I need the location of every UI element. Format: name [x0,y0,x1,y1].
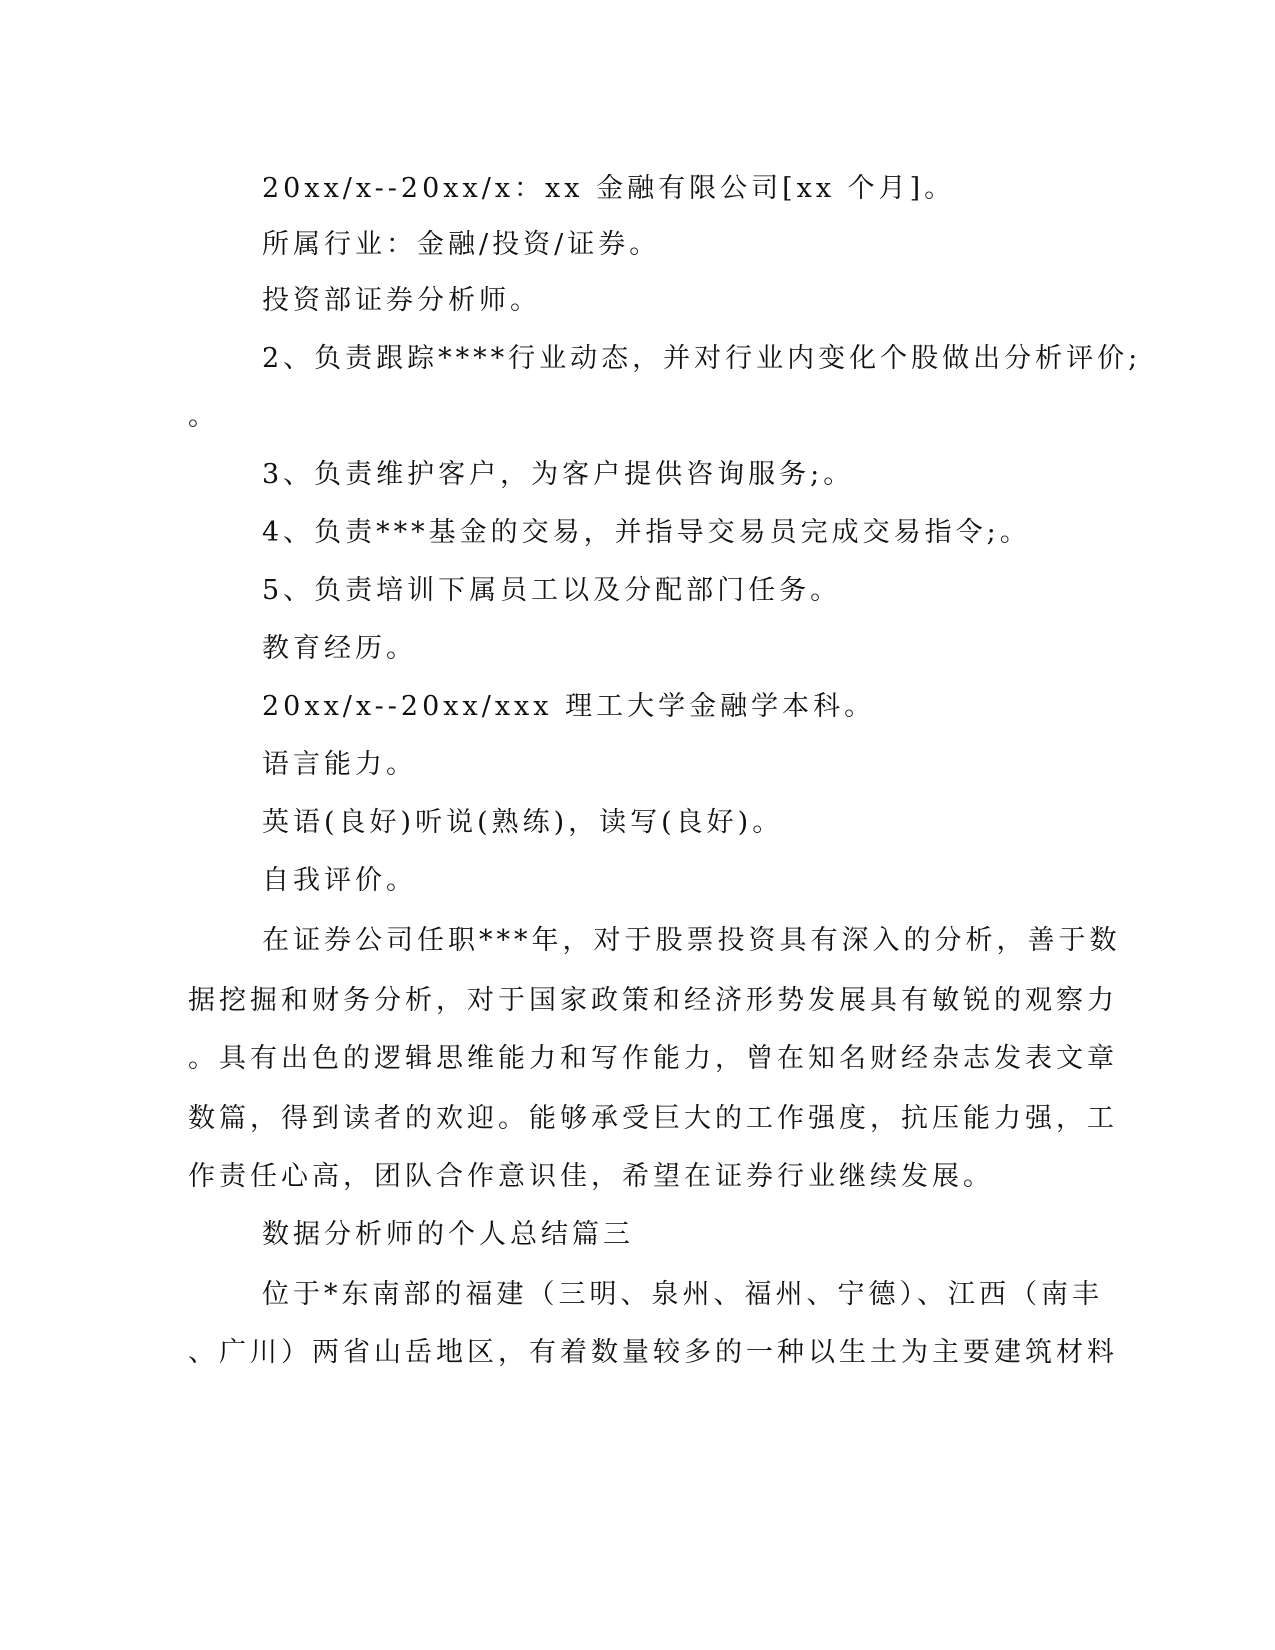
self-evaluation-line-5: 作责任心高，团队合作意识佳，希望在证券行业继续发展。 [188,1161,994,1192]
self-evaluation-line-3: 。具有出色的逻辑思维能力和写作能力，曾在知名财经杂志发表文章 [188,1043,1118,1074]
duty-item-4: 4、负责***基金的交易，并指导交易员完成交易指令;。 [262,517,1031,548]
position-line: 投资部证券分析师。 [262,285,541,316]
self-evaluation-heading: 自我评价。 [262,865,417,896]
work-period-line: 20xx/x--20xx/x：xx 金融有限公司[xx 个月]。 [262,173,956,204]
duty-item-2: 2、负责跟踪****行业动态，并对行业内变化个股做出分析评价; [262,343,1142,374]
duty-item-3: 3、负责维护客户，为客户提供咨询服务;。 [262,459,855,490]
duty-item-5: 5、负责培训下属员工以及分配部门任务。 [262,575,842,606]
self-evaluation-line-4: 数篇，得到读者的欢迎。能够承受巨大的工作强度，抗压能力强，工 [188,1103,1118,1134]
self-evaluation-line-1: 在证券公司任职***年，对于股票投资具有深入的分析，善于数 [262,925,1121,956]
education-heading: 教育经历。 [262,633,417,664]
self-evaluation-line-2: 据挖掘和财务分析，对于国家政策和经济形势发展具有敏锐的观察力 [188,985,1118,1016]
industry-line: 所属行业：金融/投资/证券。 [262,229,661,260]
section-title: 数据分析师的个人总结篇三 [262,1219,634,1250]
body-line-1: 位于*东南部的福建（三明、泉州、福州、宁德）、江西（南丰 [262,1279,1103,1310]
body-line-2: 、广川）两省山岳地区，有着数量较多的一种以生土为主要建筑材料 [188,1337,1118,1368]
duty-item-2-continuation: 。 [188,401,219,432]
language-heading: 语言能力。 [262,749,417,780]
education-line: 20xx/x--20xx/xxx 理工大学金融学本科。 [262,691,876,722]
language-line: 英语(良好)听说(熟练)，读写(良好)。 [262,807,784,838]
